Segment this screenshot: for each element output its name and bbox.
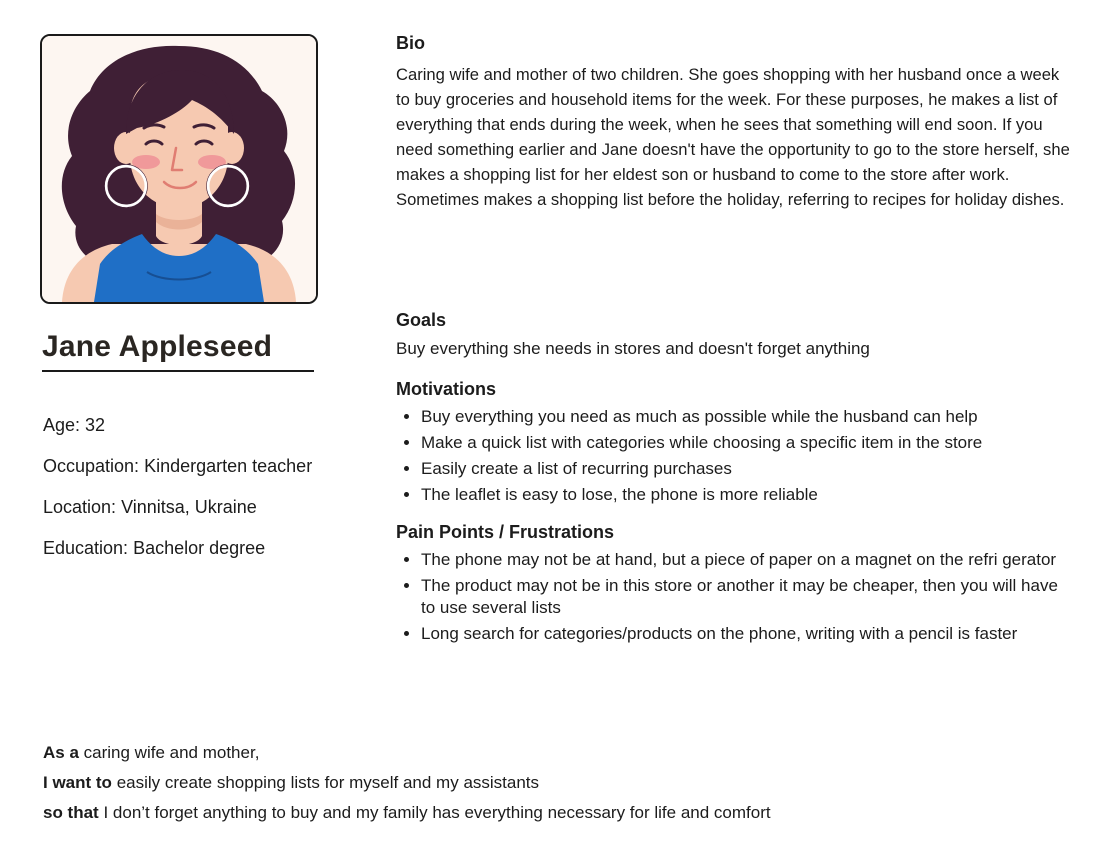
fact-location: [43, 496, 312, 537]
persona-name: Jane Appleseed: [42, 330, 273, 363]
bio-text: Caring wife and mother of two children. She goes shopping with her husband once a week to buy groceries and household items for the week. For these purposes, he makes a list of everything that ends during the week, when he sees that something will end soon. If you need something earlier and Jane doesn't have the opportunity to go to the store herself, she makes a shopping list for her eldest son or husband to come to the store after work. Sometimes makes a shopping list before the holiday, referring to recipes for holiday dishes.: [396, 65, 1070, 209]
fact-label: Education:: [43, 538, 129, 558]
fact-label: Age:: [43, 415, 81, 435]
story-label: so that: [43, 803, 99, 822]
fact-value: Kindergarten teacher: [144, 456, 313, 476]
story-text: caring wife and mother,: [83, 743, 260, 762]
list-item: • The phone may not be at hand, but a piece of paper on a magnet on the refri gerator: [421, 549, 1071, 571]
list-item: • Buy everything you need as much as possible while the husband can help: [421, 406, 1100, 428]
story-label: As a: [43, 743, 79, 762]
woman-avatar-icon: [42, 36, 316, 302]
story-as-a: [43, 742, 771, 772]
goals-heading: Goals: [396, 310, 447, 330]
persona-facts: [43, 414, 312, 578]
story-label: I want to: [43, 773, 112, 792]
fact-label: Occupation:: [43, 456, 140, 476]
fact-education: [43, 537, 312, 578]
motivations-heading: Motivations: [396, 379, 497, 399]
fact-age: [43, 414, 312, 455]
pain-points-heading: Pain Points / Frustrations: [396, 522, 615, 542]
story-text: easily create shopping lists for myself and my assistants: [116, 773, 540, 792]
user-story: [43, 742, 771, 832]
fact-value: 32: [85, 415, 106, 435]
avatar: [40, 34, 318, 304]
name-underline: [42, 370, 314, 372]
fact-value: Vinnitsa, Ukraine: [121, 497, 257, 517]
fact-label: Location:: [43, 497, 117, 517]
list-item: • The product may not be in this store or another it may be cheaper, then you will have to use several lists: [421, 575, 1071, 619]
list-item: • Easily create a list of recurring purchases: [421, 458, 1100, 480]
goals-text: Buy everything she needs in stores and doesn't forget anything: [396, 339, 870, 358]
list-item: • Long search for categories/products on the phone, writing with a pencil is faster: [421, 623, 1071, 645]
list-item: • The leaflet is easy to lose, the phone is more reliable: [421, 484, 1100, 506]
story-text: I don’t forget anything to buy and my family has everything necessary for life and comfort: [103, 803, 771, 822]
story-so-that: [43, 802, 771, 832]
story-i-want: [43, 772, 771, 802]
bio-heading: Bio: [396, 33, 425, 53]
fact-value: Bachelor degree: [133, 538, 266, 558]
motivations-list: [396, 406, 1100, 510]
list-item: • Make a quick list with categories while choosing a specific item in the store: [421, 432, 1100, 454]
pain-points-list: [396, 549, 1071, 649]
fact-occupation: [43, 455, 312, 496]
